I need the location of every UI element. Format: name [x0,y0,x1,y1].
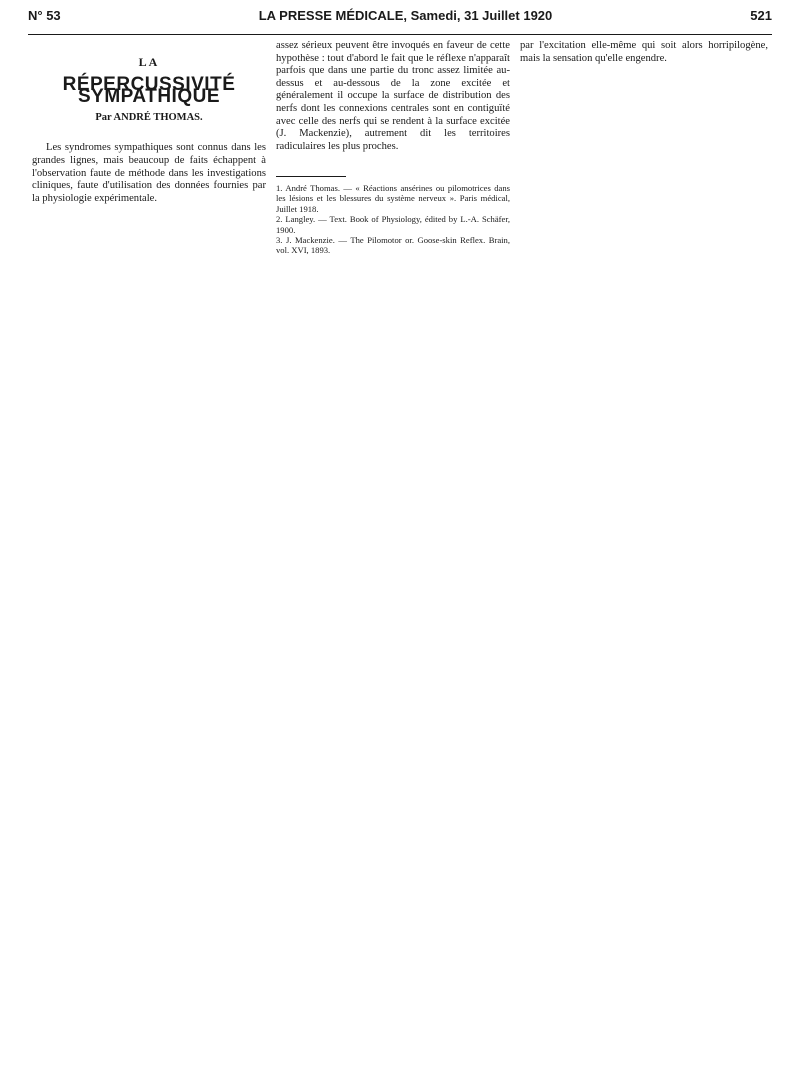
article-title: RÉPERCUSSIVITÉ SYMPATHIQUE [62,73,236,108]
article-column-3 [520,40,768,1062]
article-column-1 [32,40,266,1062]
journal-title: LA PRESSE MÉDICALE, Samedi, 31 Juillet 1920 [258,8,553,23]
footnote-1: 1. André Thomas. — « Réactions ansérines ou pilomotrices dans les lésions et les blessures du système nerveux ». Paris médical, Juillet 1918. [276,182,510,214]
page-number: 521 [750,8,772,23]
issue-number: N° 53 [28,8,61,23]
footnote-2: 2. Langley. — Text. Book of Physiology, édited by L.-A. Schäfer, 1900. [276,214,510,235]
column-1-body [32,205,266,218]
column-3-body [520,65,768,78]
header-rule [28,34,772,35]
footnote-rule [276,176,346,177]
footnote-3: 3. J. Mackenzie. — The Pilomotor or. Goose-skin Reflex. Brain, vol. XVI, 1893. [276,234,510,256]
article-author: Par ANDRÉ THOMAS. [95,111,203,123]
page-header [28,8,772,30]
column-2-body [276,153,510,166]
article-column-2 [276,40,510,1062]
column-3-opening: par l'excitation elle-même qui soit alors horripilogène, mais la sensation qu'elle engendre. [520,40,768,64]
article-kicker: LA [138,55,160,69]
column-2-opening: assez sérieux peuvent être invoqués en faveur de cette hypothèse : tout d'abord le fait que le réflexe n'apparaît parfois que dans une partie du tronc assez limitée au-dessus et au-dessous de la zone excitée et généralement il occupe la surface de distribution des nerfs dont les connexions centrales sont en contiguïté avec celle des nerfs qui se rendent à la surface excitée (J. Mackenzie), autrement dit les territoires radiculaires les plus proches. [276,40,510,152]
column-1-opening: Les syndromes sympathiques sont connus dans les grandes lignes, mais beaucoup de faits échappent à l'observation faute de méthode dans les investigations cliniques, faute d'utilisation des données fournies par la physiologie expérimentale. [32,142,266,204]
article-title-block [32,56,266,124]
